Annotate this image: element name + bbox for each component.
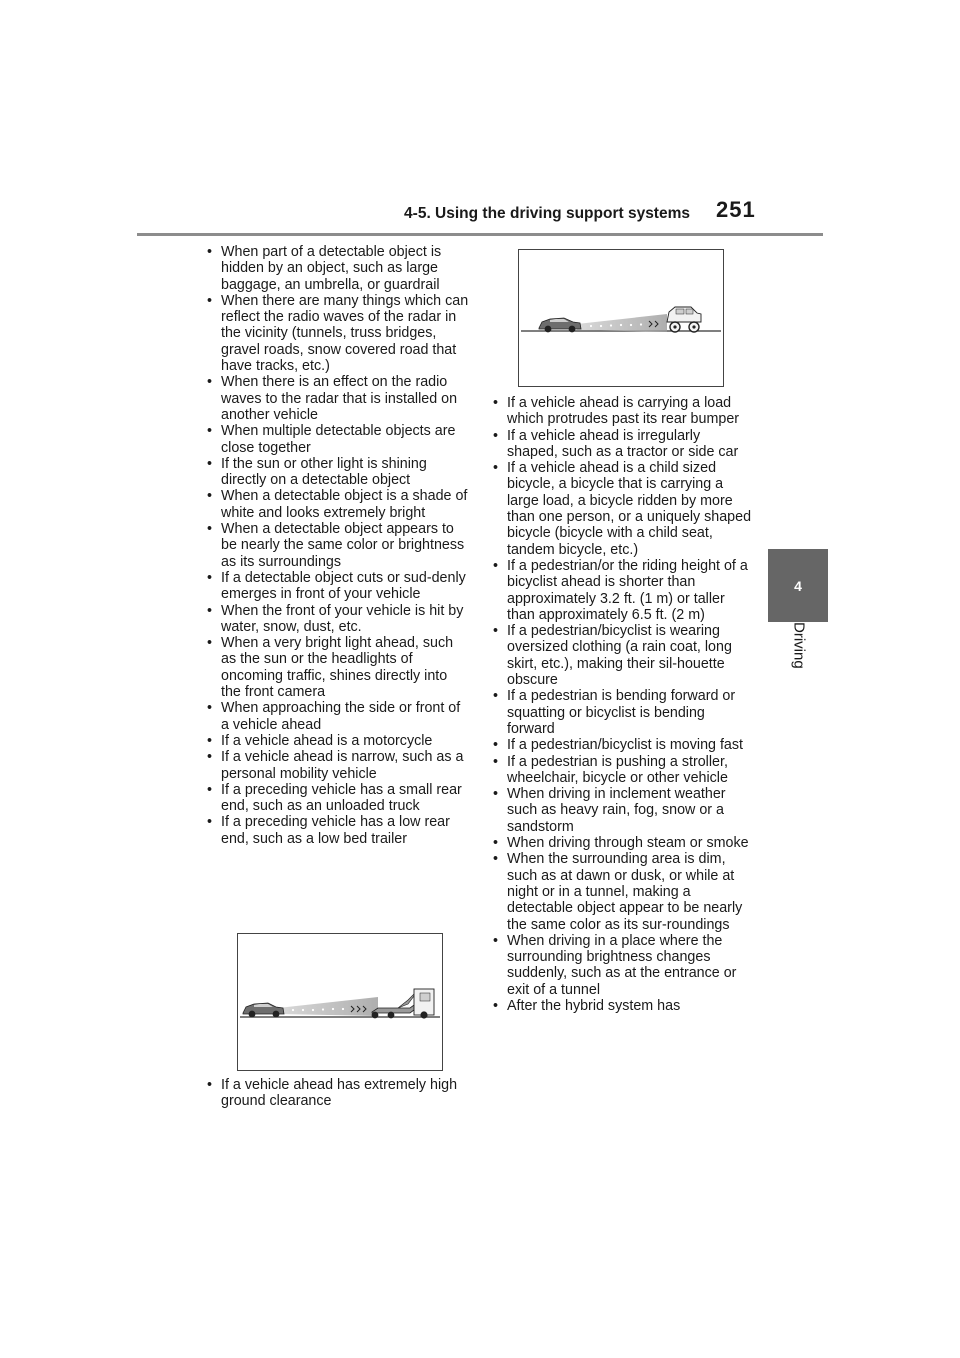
- header-title: 4-5. Using the driving support systems: [404, 205, 690, 222]
- page-number: 251: [716, 197, 756, 222]
- list-item: • If a detectable object cuts or sud-denly emerges in front of your vehicle: [205, 570, 470, 603]
- list-item: • If a preceding vehicle has a small rear end, such as an unloaded truck: [205, 782, 470, 815]
- list-item: • When approaching the side or front of a vehicle ahead: [205, 700, 470, 733]
- list-item: • If a pedestrian/bicyclist is wearing oversized clothing (a rain coat, long skirt, etc.), making their sil-houette obscure: [491, 623, 753, 688]
- figure-low-bed-trailer: [237, 933, 443, 1071]
- list-item: • When the front of your vehicle is hit by water, snow, dust, etc.: [205, 603, 470, 636]
- list-item: • If a vehicle ahead is a child sized bicycle, a bicycle that is carrying a large load, a bicycle ridden by more than one person, or a uniquely shaped bicycle (bicycle with a child seat, tandem bicycle, etc.): [491, 460, 753, 558]
- chapter-number: 4: [794, 577, 802, 594]
- list-item: • When driving in a place where the surrounding brightness changes suddenly, such as at the entrance or exit of a tunnel: [491, 933, 753, 998]
- list-item: • When the surrounding area is dim, such as at dawn or dusk, or while at night or in a tunnel, making a detectable object appear to be nearly the same color as its sur-roundings: [491, 851, 753, 932]
- list-item: • If a vehicle ahead is narrow, such as a personal mobility vehicle: [205, 749, 470, 782]
- list-item: • If a vehicle ahead is irregularly shaped, such as a tractor or side car: [491, 428, 753, 461]
- bullet-list-left-bottom: [205, 1077, 470, 1110]
- list-item: • If a pedestrian is bending forward or squatting or bicyclist is bending forward: [491, 688, 753, 737]
- list-item: • If a pedestrian/bicyclist is moving fast: [491, 737, 753, 753]
- chapter-name: Driving: [790, 622, 808, 669]
- low-bed-trailer-icon: [372, 989, 434, 1019]
- car-icon: [243, 1003, 284, 1017]
- list-item: • If a vehicle ahead is a motorcycle: [205, 733, 470, 749]
- list-item: • When a very bright light ahead, such as the sun or the headlights of oncoming traffic, shines directly into the front camera: [205, 635, 470, 700]
- figure-high-clearance-vehicle: [518, 249, 724, 387]
- list-item: • If a pedestrian/or the riding height of a bicyclist ahead is shorter than approximately 3.2 ft. (1 m) or taller than approximately 6.5 ft. (2 m): [491, 558, 753, 623]
- bullet-list-right: [491, 395, 753, 1014]
- high-clearance-illustration: [519, 250, 723, 386]
- list-item: • When there are many things which can reflect the radio waves of the radar in the vicinity (tunnels, truss bridges, gravel roads, snow covered road that have tracks, etc.): [205, 293, 470, 374]
- list-item: • When there is an effect on the radio waves to the radar that is installed on another vehicle: [205, 374, 470, 423]
- low-bed-trailer-illustration: [238, 934, 442, 1070]
- list-item: • If a preceding vehicle has a low rear end, such as a low bed trailer: [205, 814, 470, 847]
- list-item: • When a detectable object appears to be nearly the same color or brightness as its surroundings: [205, 521, 470, 570]
- list-item: • When part of a detectable object is hidden by an object, such as large baggage, an umbrella, or guardrail: [205, 244, 470, 293]
- radar-beam: [577, 314, 667, 332]
- list-item: • When a detectable object is a shade of white and looks extremely bright: [205, 488, 470, 521]
- bullet-list-left-top: [205, 244, 470, 847]
- list-item: • When multiple detectable objects are close together: [205, 423, 470, 456]
- chapter-tab[interactable]: [768, 549, 828, 622]
- list-item: • After the hybrid system has: [491, 998, 753, 1014]
- list-item: • If a vehicle ahead is carrying a load which protrudes past its rear bumper: [491, 395, 753, 428]
- list-item: • If a pedestrian is pushing a stroller, wheelchair, bicycle or other vehicle: [491, 754, 753, 787]
- list-item: • If a vehicle ahead has extremely high ground clearance: [205, 1077, 470, 1110]
- list-item: • When driving through steam or smoke: [491, 835, 753, 851]
- header-rule: [137, 233, 823, 236]
- list-item: • When driving in inclement weather such as heavy rain, fog, snow or a sandstorm: [491, 786, 753, 835]
- high-clearance-vehicle-icon: [667, 307, 701, 332]
- car-icon: [539, 318, 581, 332]
- list-item: • If the sun or other light is shining directly on a detectable object: [205, 456, 470, 489]
